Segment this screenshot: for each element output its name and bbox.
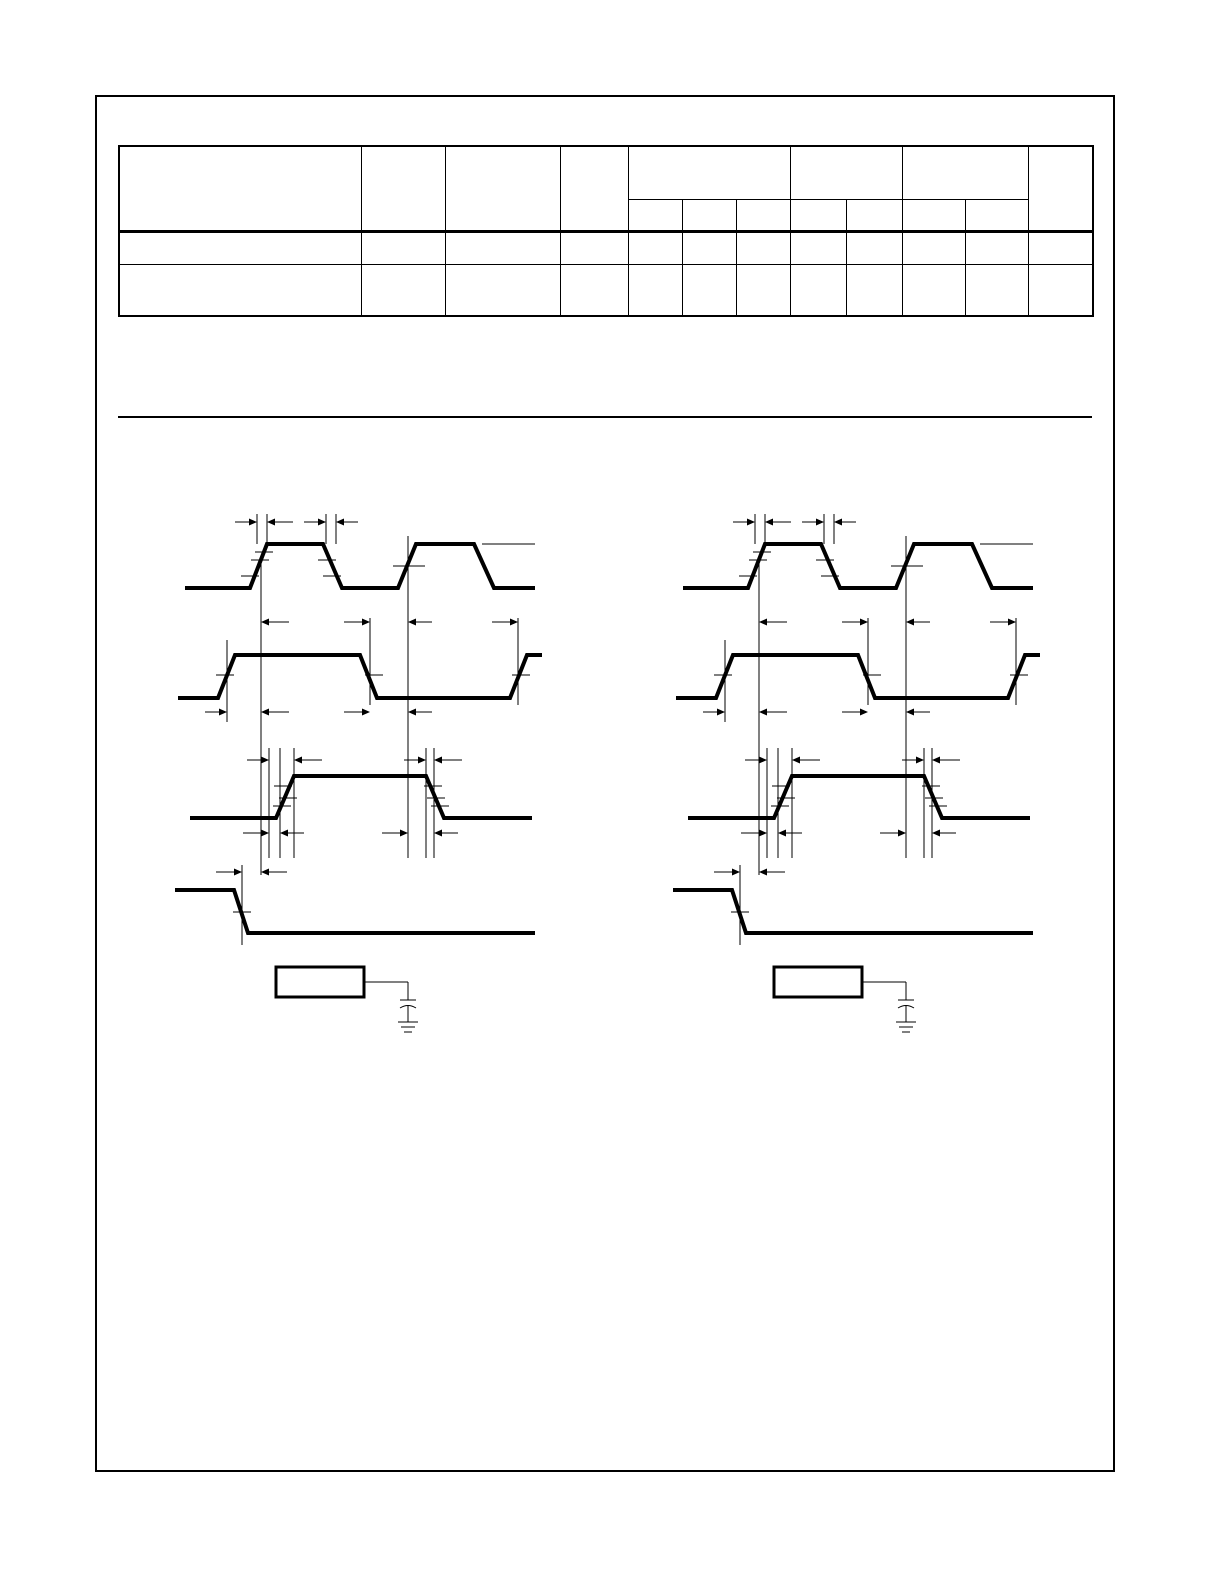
table-cell [361,264,445,316]
table-cell [445,231,560,264]
dimension-arrowhead [362,709,370,716]
dimension-arrowhead [249,519,257,526]
table-cell [628,231,682,264]
dimension-arrowhead [860,709,868,716]
table-subheader-cell [736,199,790,231]
spec-table [118,145,1094,317]
waveform-trace-2 [178,655,542,698]
dimension-arrowhead [906,709,914,716]
dimension-arrowhead [732,869,740,876]
dimension-arrowhead [267,519,275,526]
table-subheader-cell [846,199,902,231]
dimension-arrowhead [717,709,725,716]
waveform-trace-1 [683,544,1033,588]
dimension-arrowhead [759,830,767,837]
table-cell [682,264,736,316]
dimension-arrowhead [261,830,269,837]
table-cell [965,264,1028,316]
dimension-arrowhead [362,619,370,626]
dimension-arrowhead [759,869,767,876]
dimension-arrowhead [765,519,773,526]
dimension-arrowhead [759,709,767,716]
dimension-arrowhead [434,757,442,764]
dimension-arrowhead [408,709,416,716]
dimension-arrowhead [816,519,824,526]
dimension-arrowhead [418,757,426,764]
dimension-arrowhead [906,619,914,626]
table-cell [119,264,361,316]
dimension-arrowhead [510,619,518,626]
table-subheader-cell [628,199,682,231]
dimension-arrowhead [219,709,227,716]
dimension-arrowhead [778,830,786,837]
dimension-arrowhead [834,519,842,526]
dimension-arrowhead [261,709,269,716]
table-cell [361,231,445,264]
dimension-arrowhead [336,519,344,526]
waveform-trace-3 [190,776,532,818]
table-cell [1028,231,1093,264]
table-cell [790,264,846,316]
dimension-arrowhead [261,757,269,764]
table-header-cell [361,146,445,231]
table-cell [846,264,902,316]
dimension-arrowhead [234,869,242,876]
waveform-trace-4 [175,890,535,933]
dimension-arrowhead [294,757,302,764]
table-header-group-cell [902,146,1028,199]
table-header-cell [119,146,361,231]
table-cell [736,264,790,316]
table-cell [790,231,846,264]
waveform-trace-2 [676,655,1040,698]
table-header-row [119,146,1093,199]
waveform-trace-3 [688,776,1030,818]
test-load-box [276,967,364,997]
table-cell [560,231,628,264]
test-load-box [774,967,862,997]
dimension-arrowhead [261,869,269,876]
table-subheader-cell [790,199,846,231]
dimension-arrowhead [747,519,755,526]
section-divider [118,416,1092,418]
dimension-arrowhead [898,830,906,837]
dimension-arrowhead [759,619,767,626]
table-cell [902,264,965,316]
dimension-arrowhead [932,830,940,837]
dimension-arrowhead [261,619,269,626]
table-header-cell [1028,146,1093,231]
table-row [119,231,1093,264]
table-cell [682,231,736,264]
dimension-arrowhead [932,757,940,764]
table-row [119,264,1093,316]
table-subheader-cell [902,199,965,231]
dimension-arrowhead [860,619,868,626]
table-cell [902,231,965,264]
table-cell [445,264,560,316]
table-cell [560,264,628,316]
table-header-group-cell [628,146,790,199]
table-cell [736,231,790,264]
table-header-cell [445,146,560,231]
timing-diagram-left [170,500,570,1060]
table-subheader-cell [965,199,1028,231]
table-subheader-cell [682,199,736,231]
table-cell [965,231,1028,264]
timing-diagram-right [668,500,1068,1060]
dimension-arrowhead [916,757,924,764]
dimension-arrowhead [792,757,800,764]
table-cell [846,231,902,264]
dimension-arrowhead [759,757,767,764]
dimension-arrowhead [408,619,416,626]
dimension-arrowhead [434,830,442,837]
table-cell [119,231,361,264]
dimension-arrowhead [400,830,408,837]
table-cell [628,264,682,316]
dimension-arrowhead [1008,619,1016,626]
table-header-cell [560,146,628,231]
table-header-group-cell [790,146,902,199]
waveform-trace-4 [673,890,1033,933]
table-cell [1028,264,1093,316]
waveform-trace-1 [185,544,535,588]
dimension-arrowhead [280,830,288,837]
dimension-arrowhead [318,519,326,526]
